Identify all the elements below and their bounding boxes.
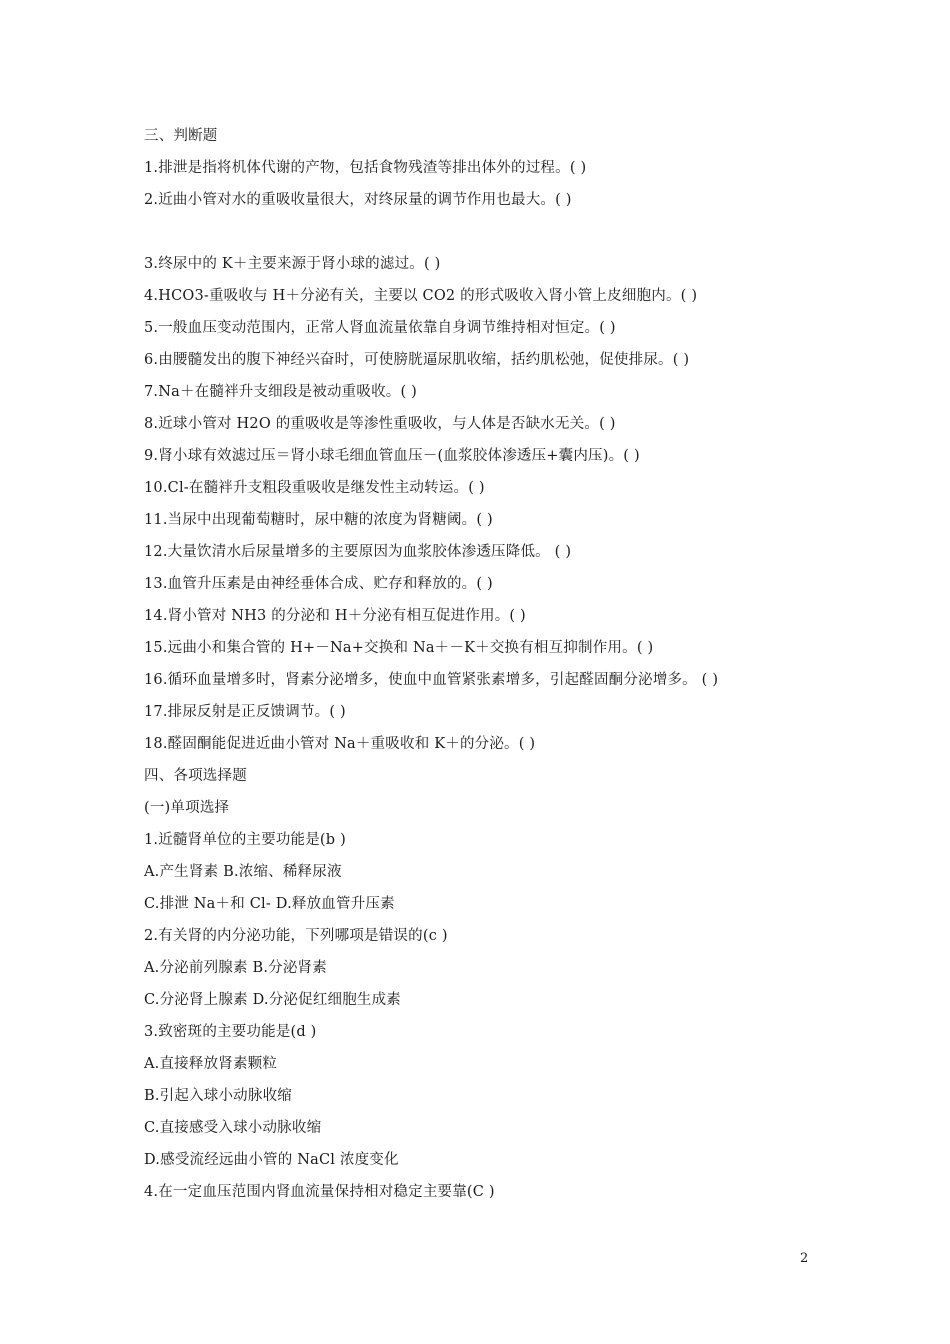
choice-line: C.分泌肾上腺素 D.分泌促红细胞生成素 bbox=[144, 992, 402, 1008]
choice-line: A.分泌前列腺素 B.分泌肾素 bbox=[144, 960, 327, 976]
judgment-item: 12.大量饮清水后尿量增多的主要原因为血浆胶体渗透压降低。 ( ) bbox=[144, 544, 572, 560]
judgment-item: 8.近球小管对 H2O 的重吸收是等渗性重吸收，与人体是否缺水无关。( ) bbox=[144, 416, 616, 432]
judgment-item: 2.近曲小管对水的重吸收量很大，对终尿量的调节作用也最大。( ) bbox=[144, 192, 572, 208]
judgment-item: 3.终尿中的 K＋主要来源于肾小球的滤过。( ) bbox=[144, 256, 441, 272]
judgment-item: 11.当尿中出现葡萄糖时，尿中糖的浓度为肾糖阈。( ) bbox=[144, 512, 493, 528]
judgment-item: 15.远曲小和集合管的 H+－Na+交换和 Na＋－K＋交换有相互抑制作用。( ) bbox=[144, 640, 654, 656]
choice-line: A.直接释放肾素颗粒 bbox=[144, 1056, 278, 1072]
judgment-item: 9.肾小球有效滤过压＝肾小球毛细血管血压－(血浆胶体渗透压+囊内压)。( ) bbox=[144, 448, 640, 464]
page-content bbox=[144, 120, 824, 1208]
choice-line: B.引起入球小动脉收缩 bbox=[144, 1088, 292, 1104]
judgment-item: 18.醛固酮能促进近曲小管对 Na＋重吸收和 K＋的分泌。( ) bbox=[144, 736, 536, 752]
judgment-item: 5.一般血压变动范围内，正常人肾血流量依靠自身调节维持相对恒定。( ) bbox=[144, 320, 616, 336]
section-heading-judgment: 三、判断题 bbox=[144, 128, 218, 144]
judgment-item: 4.HCO3-重吸收与 H＋分泌有关，主要以 CO2 的形式吸收入肾小管上皮细胞内。( ) bbox=[144, 288, 698, 304]
choice-line: 2.有关肾的内分泌功能，下列哪项是错误的(c ) bbox=[144, 928, 448, 944]
judgment-item: 16.循环血量增多时，肾素分泌增多，使血中血管紧张素增多，引起醛固酮分泌增多。 ( ) bbox=[144, 672, 719, 688]
section-heading-choice: 四、各项选择题 bbox=[144, 768, 247, 784]
blank-line bbox=[144, 216, 824, 248]
choice-line: C.直接感受入球小动脉收缩 bbox=[144, 1120, 322, 1136]
judgment-item: 13.血管升压素是由神经垂体合成、贮存和释放的。( ) bbox=[144, 576, 493, 592]
choice-line: 3.致密斑的主要功能是(d ) bbox=[144, 1024, 317, 1040]
page-number: 2 bbox=[800, 1251, 809, 1266]
choice-line: D.感受流经远曲小管的 NaCl 浓度变化 bbox=[144, 1152, 399, 1168]
judgment-item: 6.由腰髓发出的腹下神经兴奋时，可使膀胱逼尿肌收缩，括约肌松弛，促使排尿。( ) bbox=[144, 352, 690, 368]
choice-line: 4.在一定血压范围内肾血流量保持相对稳定主要靠(C ) bbox=[144, 1184, 495, 1200]
choice-line: 1.近髓肾单位的主要功能是(b ) bbox=[144, 832, 346, 848]
choice-line: C.排泄 Na＋和 Cl- D.释放血管升压素 bbox=[144, 896, 395, 912]
judgment-item: 14.肾小管对 NH3 的分泌和 H＋分泌有相互促进作用。( ) bbox=[144, 608, 526, 624]
judgment-item: 10.Cl-在髓袢升支粗段重吸收是继发性主动转运。( ) bbox=[144, 480, 485, 496]
judgment-item: 17.排尿反射是正反馈调节。( ) bbox=[144, 704, 346, 720]
choice-line: A.产生肾素 B.浓缩、稀释尿液 bbox=[144, 864, 342, 880]
subsection-heading-single-choice: (一)单项选择 bbox=[144, 800, 230, 816]
judgment-item: 7.Na＋在髓袢升支细段是被动重吸收。( ) bbox=[144, 384, 417, 400]
judgment-item: 1.排泄是指将机体代谢的产物，包括食物残渣等排出体外的过程。( ) bbox=[144, 160, 587, 176]
